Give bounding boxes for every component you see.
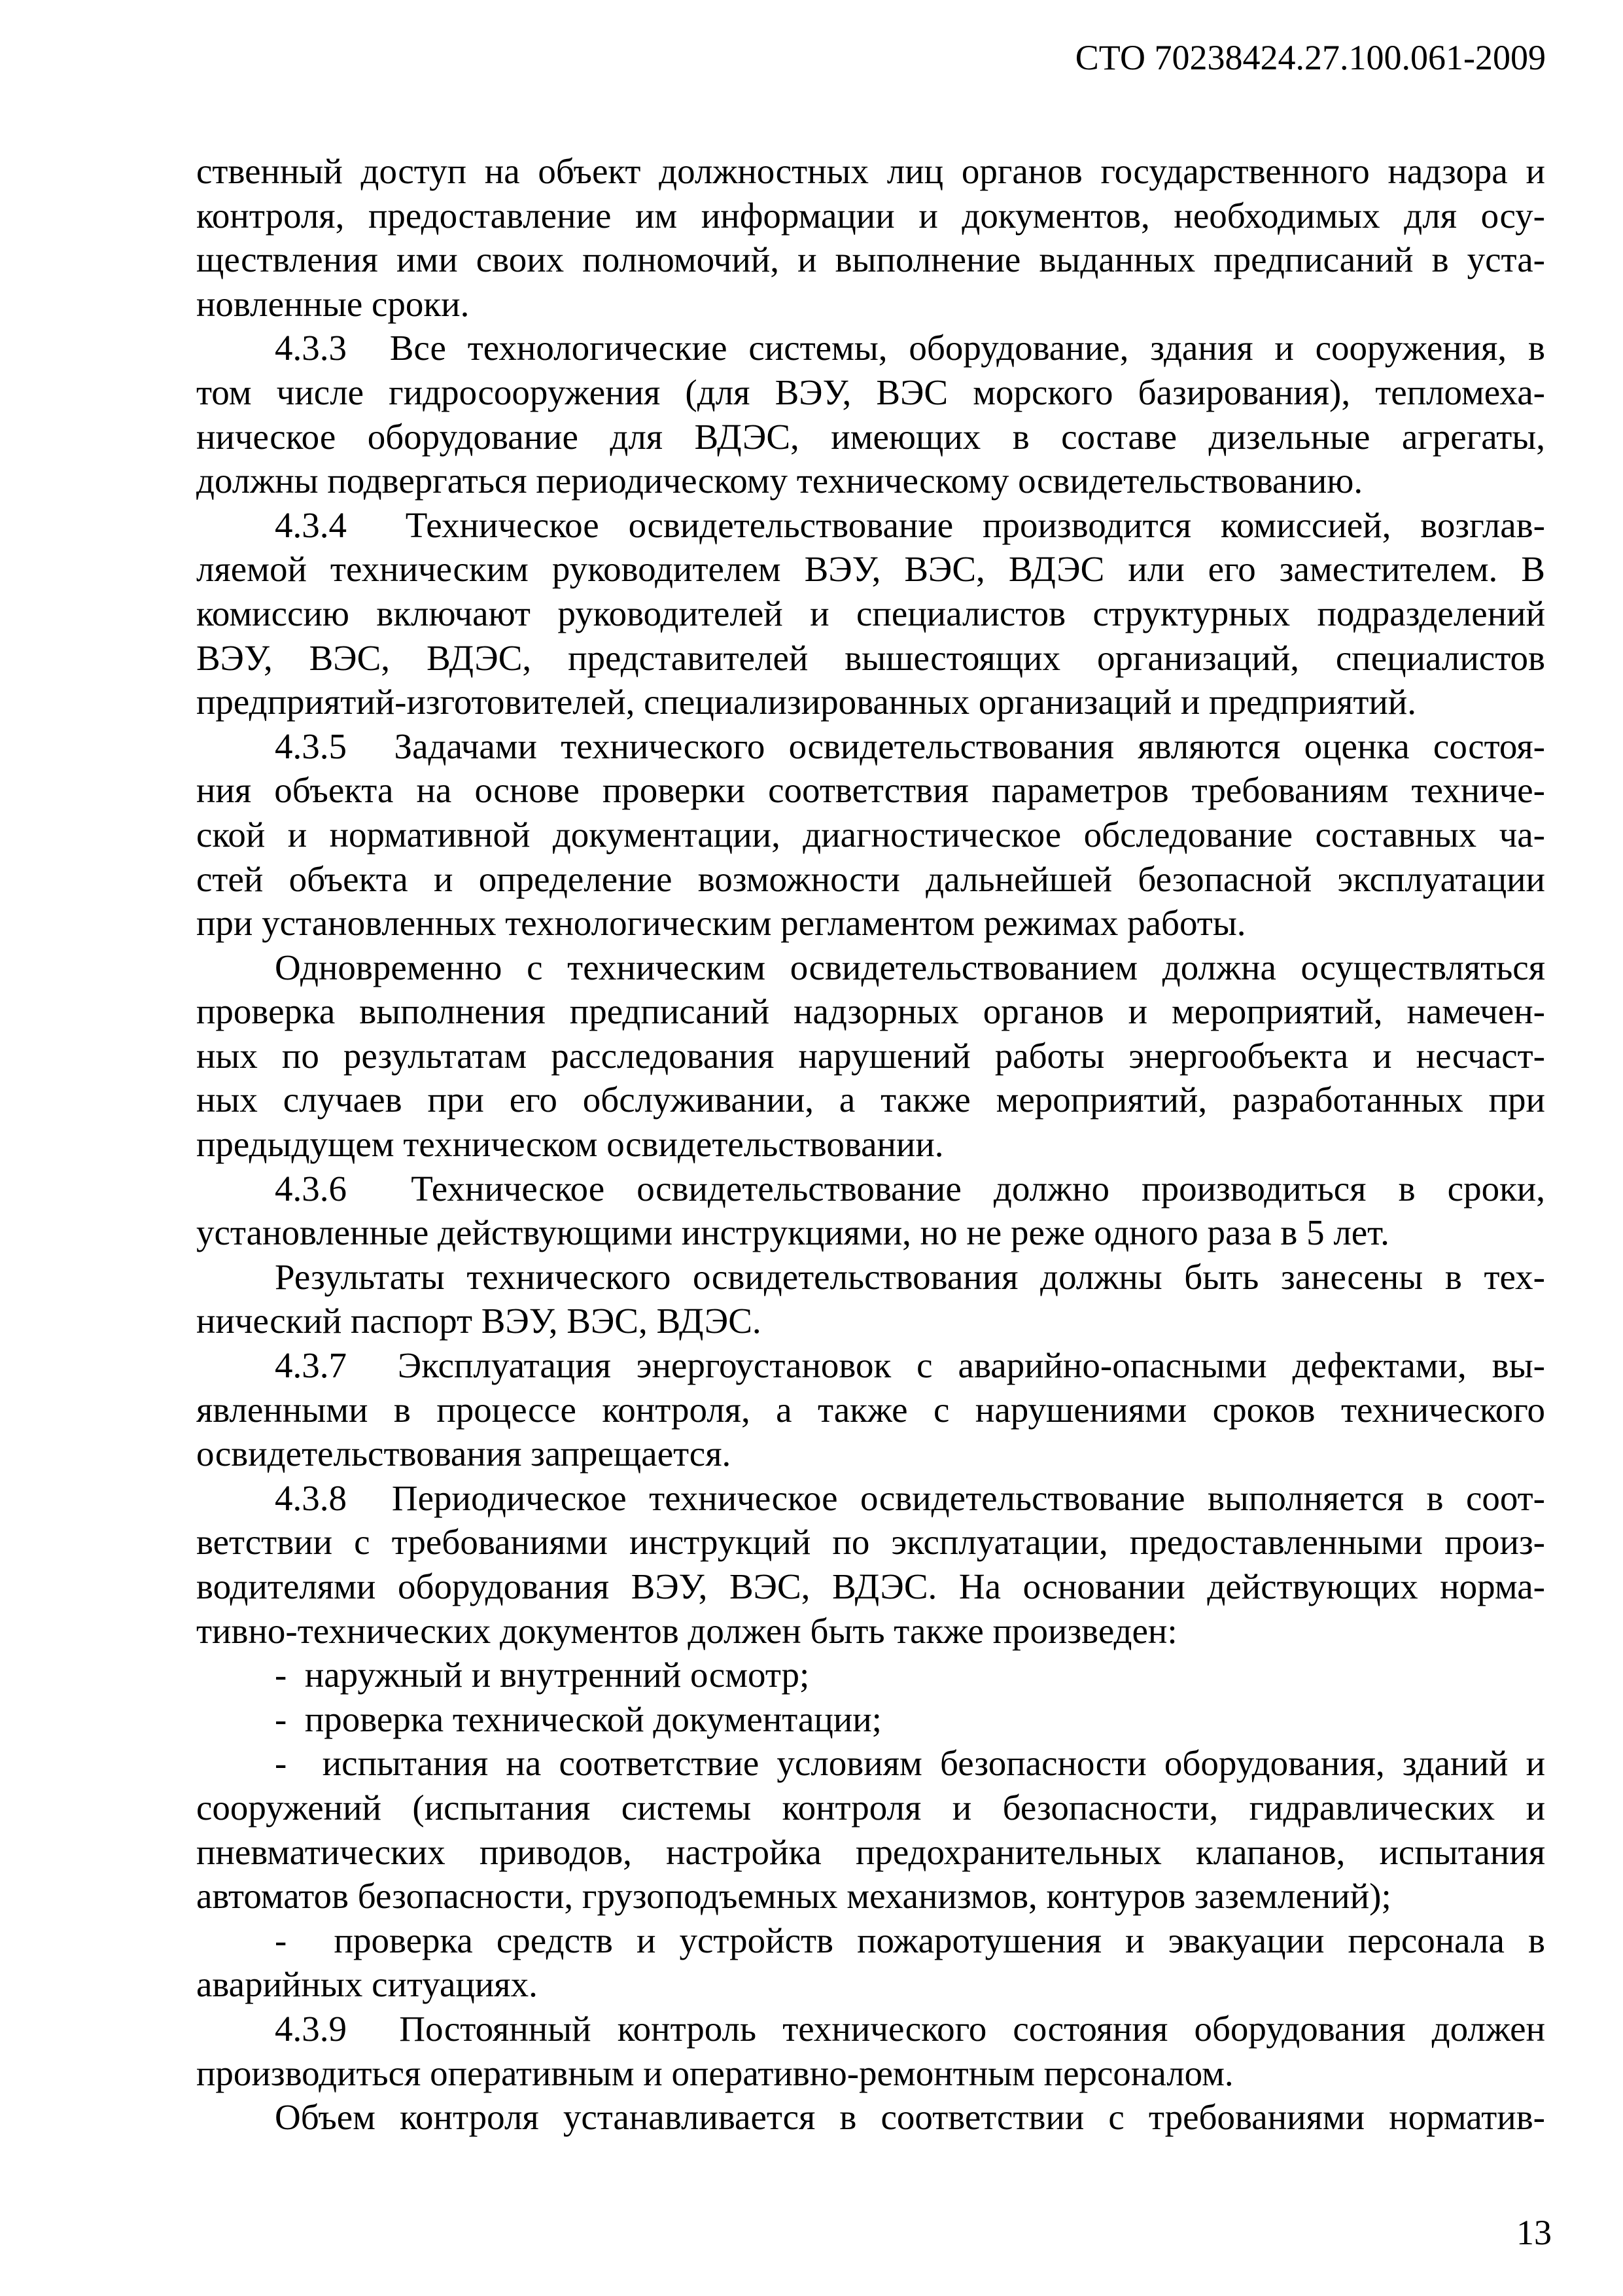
text-line: 4.3.7 Эксплуатация энергоустановок с аварийно-опасными дефектами, вы- [275, 1345, 1545, 1386]
text-line: предприятий-изготовителей, специализированных организаций и предприятий. [196, 682, 1416, 722]
text-line: - испытания на соответствие условиям безопасности оборудования, зданий и [275, 1743, 1545, 1784]
text-line: освидетельствования запрещается. [196, 1434, 731, 1474]
text-line: 4.3.9 Постоянный контроль технического состояния оборудования должен [275, 2008, 1545, 2049]
paragraph-4-3-3 [196, 326, 1545, 503]
paragraph-4-3-9 [196, 2007, 1545, 2095]
paragraph-4-3-6 [196, 1167, 1545, 1255]
text-line: - наружный и внутренний осмотр; [275, 1655, 810, 1695]
list-item-safety-tests [196, 1741, 1545, 1918]
text-line: ветствии с требованиями инструкций по эксплуатации, предоставленными произ- [196, 1522, 1545, 1563]
text-line: комиссию включают руководителей и специалистов структурных подразделений [196, 593, 1545, 633]
text-line: ния объекта на основе проверки соответствия параметров требованиям техниче- [196, 770, 1545, 811]
text-line: автоматов безопасности, грузоподъемных механизмов, контуров заземлений); [196, 1876, 1391, 1916]
text-line: ных случаев при его обслуживании, а также мероприятий, разработанных при [196, 1080, 1545, 1120]
text-line: пневматических приводов, настройка предохранительных клапанов, испытания [196, 1831, 1545, 1872]
text-line: новленные сроки. [196, 283, 470, 324]
paragraph-simultaneous-check [196, 945, 1545, 1167]
paragraph-4-3-7 [196, 1343, 1545, 1476]
text-line: - проверка технической документации; [275, 1699, 882, 1739]
text-line: контроля, предоставление им информации и документов, необходимых для осу- [196, 195, 1545, 236]
text-line: должны подвергаться периодическому техническому освидетельствованию. [196, 461, 1363, 501]
text-line: - проверка средств и устройств пожаротушения и эвакуации персонала в [275, 1920, 1545, 1960]
text-line: аварийных ситуациях. [196, 1964, 538, 2005]
page-header-standard-code: СТО 70238424.27.100.061-2009 [1075, 38, 1546, 77]
text-line: стей объекта и определение возможности дальнейшей безопасной эксплуатации [196, 858, 1545, 899]
text-line: тивно-технических документов должен быть также произведен: [196, 1610, 1178, 1651]
text-line: явленными в процессе контроля, а также с нарушениями сроков технического [196, 1389, 1545, 1430]
list-item-fire-safety [196, 1918, 1545, 2007]
text-line: проверка выполнения предписаний надзорных органов и мероприятий, намечен- [196, 991, 1545, 1032]
text-line: 4.3.4 Техническое освидетельствование производится комиссией, возглав- [275, 504, 1545, 545]
text-line: водителями оборудования ВЭУ, ВЭС, ВДЭС. На основании действующих норма- [196, 1566, 1545, 1606]
text-line: 4.3.8 Периодическое техническое освидетельствование выполняется в соот- [275, 1477, 1545, 1518]
paragraph-4-3-8 [196, 1476, 1545, 1653]
text-line: ническое оборудование для ВДЭС, имеющих в составе дизельные агрегаты, [196, 416, 1545, 457]
text-line: ской и нормативной документации, диагностическое обследование составных ча- [196, 814, 1545, 855]
text-line: ляемой техническим руководителем ВЭУ, ВЭС, ВДЭС или его заместителем. В [196, 549, 1545, 590]
text-line: Одновременно с техническим освидетельствованием должна осуществляться [275, 947, 1545, 987]
paragraph-results-passport [196, 1255, 1545, 1343]
text-line: Объем контроля устанавливается в соответствии с требованиями норматив- [275, 2097, 1545, 2138]
text-line: производиться оперативным и оперативно-ремонтным персоналом. [196, 2053, 1234, 2093]
paragraph-4-3-5 [196, 724, 1545, 945]
text-line: 4.3.5 Задачами технического освидетельствования являются оценка состоя- [275, 726, 1545, 766]
text-line: ных по результатам расследования нарушений работы энергообъекта и несчаст- [196, 1035, 1545, 1076]
text-line: ществления ими своих полномочий, и выполнение выданных предписаний в уста- [196, 239, 1545, 280]
paragraph-control-scope [196, 2095, 1545, 2140]
text-line: при установленных технологическим регламентом режимах работы. [196, 903, 1246, 944]
text-line: нический паспорт ВЭУ, ВЭС, ВДЭС. [196, 1301, 761, 1341]
text-line: установленные действующими инструкциями, но не реже одного раза в 5 лет. [196, 1212, 1389, 1253]
text-line: 4.3.3 Все технологические системы, оборудование, здания и сооружения, в [275, 328, 1545, 368]
paragraph-continuation [196, 149, 1545, 326]
page-number: 13 [1516, 2213, 1552, 2252]
list-item-doc-check [196, 1697, 1545, 1742]
text-line: ственный доступ на объект должностных лиц органов государственного надзора и [196, 151, 1545, 191]
paragraph-4-3-4 [196, 503, 1545, 724]
text-line: Результаты технического освидетельствования должны быть занесены в тех- [275, 1256, 1545, 1297]
text-line: предыдущем техническом освидетельствовании. [196, 1124, 944, 1165]
text-line: ВЭУ, ВЭС, ВДЭС, представителей вышестоящих организаций, специалистов [196, 637, 1545, 678]
list-item-external-inspection [196, 1653, 1545, 1697]
document-body [196, 149, 1545, 2140]
text-line: 4.3.6 Техническое освидетельствование должно производиться в сроки, [275, 1168, 1545, 1209]
text-line: сооружений (испытания системы контроля и безопасности, гидравлических и [196, 1787, 1545, 1828]
text-line: том числе гидросооружения (для ВЭУ, ВЭС морского базирования), тепломеха- [196, 372, 1545, 412]
